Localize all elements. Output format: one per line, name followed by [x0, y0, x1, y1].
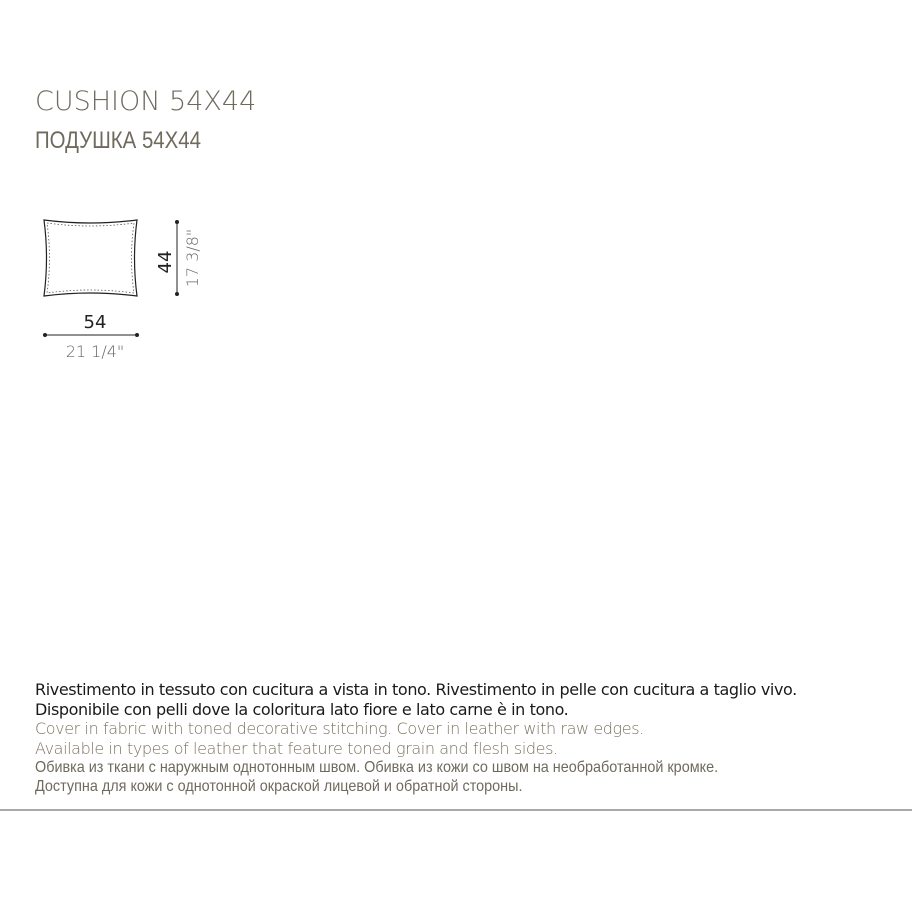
product-title-en: CUSHION 54X44 [35, 86, 257, 117]
description-en-line-1: Cover in fabric with toned decorative stitching. Cover in leather with raw edges. [35, 719, 644, 738]
width-dimension-line [43, 333, 139, 337]
height-cm-label: 44 [155, 250, 176, 274]
height-in-label: 17 3/8" [183, 228, 202, 288]
description-en-line-2: Available in types of leather that feature toned grain and flesh sides. [35, 738, 558, 758]
width-in-label: 21 1/4" [65, 342, 125, 361]
product-title-ru: ПОДУШКА 54X44 [35, 127, 201, 154]
width-cm-label: 54 [83, 312, 107, 333]
bottom-divider [0, 809, 912, 811]
description-it-line-1: Rivestimento in tessuto con cucitura a vista in tono. Rivestimento in pelle con cucitura a taglio vivo. [35, 680, 797, 699]
product-description [35, 680, 895, 796]
description-it-line-2: Disponibile con pelli dove la coloritura lato fiore e lato carne è in tono. [35, 699, 569, 719]
description-ru-line-1: Обивка из ткани с наружным однотонным швом. Обивка из кожи со швом на необработанной кромке. [35, 759, 719, 776]
cushion-shape [44, 220, 137, 296]
description-ru-line-2: Доступна для кожи с однотонной окраской лицевой и обратной стороны. [35, 778, 523, 795]
